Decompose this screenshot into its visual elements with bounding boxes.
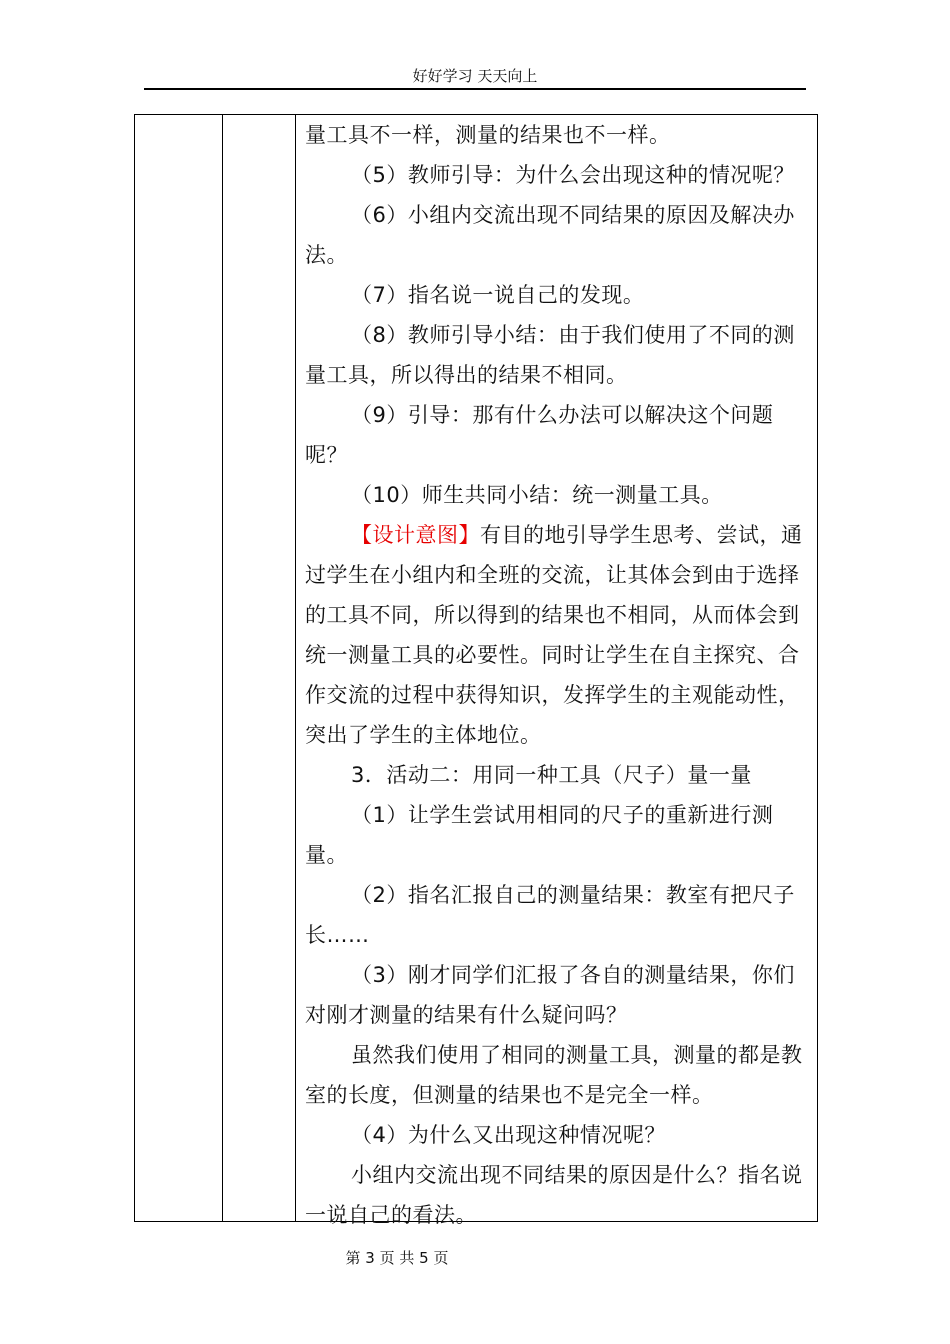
paragraph: （3）刚才同学们汇报了各自的测量结果，你们对刚才测量的结果有什么疑问吗？ <box>305 963 795 1027</box>
page-header: 好好学习 天天向上 <box>412 67 538 85</box>
column-divider-1 <box>222 115 223 1221</box>
paragraph: 小组内交流出现不同结果的原因是什么？指名说一说自己的看法。 <box>305 1163 803 1227</box>
paragraph: （4）为什么又出现这种情况呢？ <box>351 1123 666 1147</box>
design-intent-paragraph <box>305 515 813 755</box>
paragraph: （1）让学生尝试用相同的尺子的重新进行测量。 <box>305 803 774 867</box>
paragraph: 虽然我们使用了相同的测量工具，测量的都是教室的长度，但测量的结果也不是完全一样。 <box>305 1043 803 1107</box>
lesson-content-cell <box>305 115 813 1235</box>
paragraph: （7）指名说一说自己的发现。 <box>351 283 645 307</box>
paragraph: （5）教师引导：为什么会出现这种的情况呢？ <box>351 163 795 187</box>
design-intent-label: 【设计意图】 <box>351 523 480 547</box>
paragraph: 量工具不一样，测量的结果也不一样。 <box>305 123 671 147</box>
design-intent-text: 有目的地引导学生思考、尝试，通过学生在小组内和全班的交流，让其体会到由于选择的工具不同，所以得到的结果也不相同，从而体会到统一测量工具的必要性。同时让学生在自主探究、合作交流的过程中获得知识，发挥学生的主观能动性，突出了学生的主体地位。 <box>305 523 803 747</box>
paragraph: （9）引导：那有什么办法可以解决这个问题呢？ <box>305 403 774 467</box>
column-divider-2 <box>295 115 296 1221</box>
paragraph: （2）指名汇报自己的测量结果：教室有把尺子长…… <box>305 883 795 947</box>
header-rule <box>144 88 806 90</box>
lesson-table <box>134 114 818 1227</box>
paragraph: （6）小组内交流出现不同结果的原因及解决办法。 <box>305 203 795 267</box>
activity-heading: 3．活动二：用同一种工具（尺子）量一量 <box>351 763 752 787</box>
paragraph: （10）师生共同小结：统一测量工具。 <box>351 483 723 507</box>
page-footer: 第 3 页 共 5 页 <box>345 1249 449 1267</box>
paragraph: （8）教师引导小结：由于我们使用了不同的测量工具，所以得出的结果不相同。 <box>305 323 795 387</box>
